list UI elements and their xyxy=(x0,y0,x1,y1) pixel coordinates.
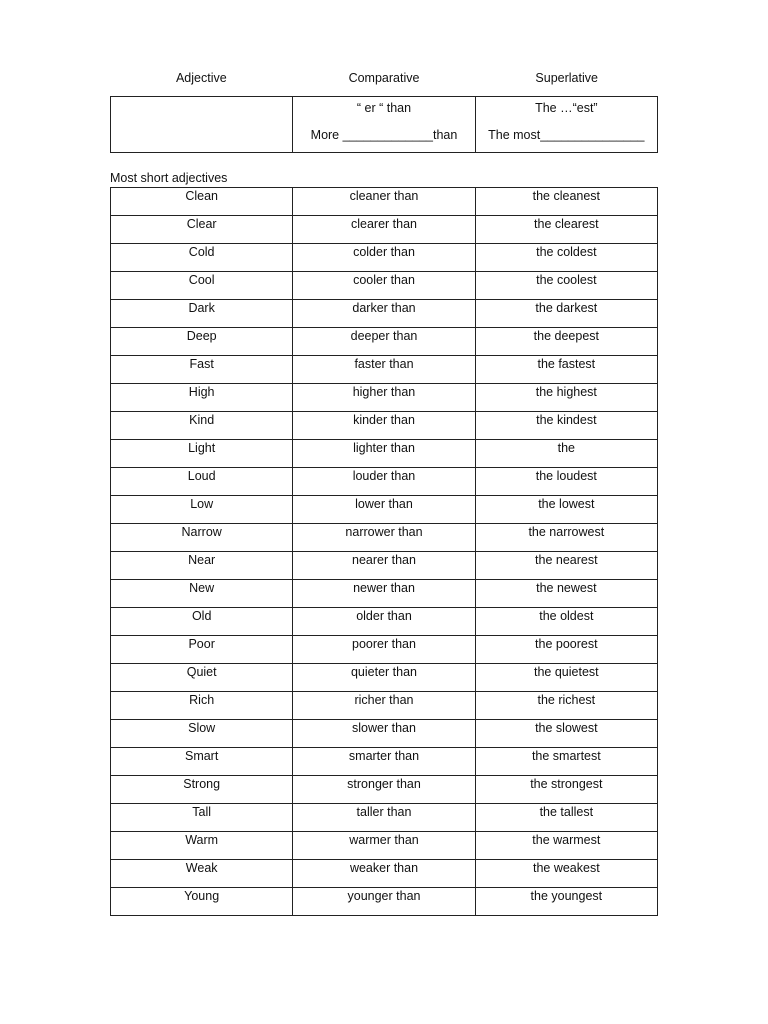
adjective-cell: High xyxy=(111,384,293,412)
superlative-cell: the slowest xyxy=(475,720,657,748)
superlative-cell: the deepest xyxy=(475,328,657,356)
superlative-cell: the coolest xyxy=(475,272,657,300)
superlative-cell: the youngest xyxy=(475,888,657,916)
comparative-cell: older than xyxy=(293,608,475,636)
adjective-cell: Clean xyxy=(111,188,293,216)
comparative-cell: slower than xyxy=(293,720,475,748)
comparative-cell: clearer than xyxy=(293,216,475,244)
formula-table xyxy=(110,96,658,153)
superlative-cell: the loudest xyxy=(475,468,657,496)
adjective-cell: Strong xyxy=(111,776,293,804)
comparative-cell: taller than xyxy=(293,804,475,832)
adjective-cell: Clear xyxy=(111,216,293,244)
comparative-cell: cleaner than xyxy=(293,188,475,216)
adjective-cell: Deep xyxy=(111,328,293,356)
comparative-cell: louder than xyxy=(293,468,475,496)
comparative-cell: poorer than xyxy=(293,636,475,664)
comparative-cell: narrower than xyxy=(293,524,475,552)
header-adjective: Adjective xyxy=(175,71,227,85)
table-row xyxy=(111,804,658,832)
adjectives-table xyxy=(110,187,658,916)
table-row xyxy=(111,692,658,720)
comparative-cell: smarter than xyxy=(293,748,475,776)
comparative-cell: higher than xyxy=(293,384,475,412)
superlative-cell: the lowest xyxy=(475,496,657,524)
table-row xyxy=(111,776,658,804)
comparative-rule-more: More _____________than xyxy=(310,128,458,142)
comparative-cell: darker than xyxy=(293,300,475,328)
comparative-cell: faster than xyxy=(293,356,475,384)
adjective-cell: Quiet xyxy=(111,664,293,692)
comparative-cell: warmer than xyxy=(293,832,475,860)
adjective-cell: Tall xyxy=(111,804,293,832)
adjective-cell: Kind xyxy=(111,412,293,440)
adjective-cell: Light xyxy=(111,440,293,468)
adjective-cell: Low xyxy=(111,496,293,524)
table-row xyxy=(111,272,658,300)
adjectives-table-body xyxy=(111,188,658,916)
table-row xyxy=(111,636,658,664)
comparative-cell: lighter than xyxy=(293,440,475,468)
formula-cell-adjective xyxy=(111,97,293,153)
table-row xyxy=(111,860,658,888)
header-comparative: Comparative xyxy=(348,71,420,85)
table-row xyxy=(111,664,658,692)
adjective-cell: Weak xyxy=(111,860,293,888)
formula-cell-superlative xyxy=(475,97,657,153)
superlative-cell: the clearest xyxy=(475,216,657,244)
comparative-cell: nearer than xyxy=(293,552,475,580)
superlative-cell: the nearest xyxy=(475,552,657,580)
superlative-cell: the poorest xyxy=(475,636,657,664)
comparative-cell: kinder than xyxy=(293,412,475,440)
comparative-cell: weaker than xyxy=(293,860,475,888)
adjective-cell: Old xyxy=(111,608,293,636)
adjective-cell: Rich xyxy=(111,692,293,720)
adjective-cell: Poor xyxy=(111,636,293,664)
adjective-cell: Smart xyxy=(111,748,293,776)
column-headers xyxy=(110,68,658,88)
comparative-cell: deeper than xyxy=(293,328,475,356)
table-row xyxy=(111,496,658,524)
adjective-cell: New xyxy=(111,580,293,608)
superlative-cell: the fastest xyxy=(475,356,657,384)
table-row xyxy=(111,580,658,608)
superlative-cell: the xyxy=(475,440,657,468)
comparative-cell: stronger than xyxy=(293,776,475,804)
adjective-cell: Cold xyxy=(111,244,293,272)
adjective-cell: Slow xyxy=(111,720,293,748)
table-row xyxy=(111,440,658,468)
formula-cell-comparative xyxy=(293,97,475,153)
table-row xyxy=(111,244,658,272)
superlative-cell: the tallest xyxy=(475,804,657,832)
superlative-cell: the coldest xyxy=(475,244,657,272)
adjective-cell: Loud xyxy=(111,468,293,496)
comparative-cell: quieter than xyxy=(293,664,475,692)
superlative-cell: the darkest xyxy=(475,300,657,328)
table-row xyxy=(111,888,658,916)
header-superlative: Superlative xyxy=(535,71,598,85)
table-row xyxy=(111,524,658,552)
table-row xyxy=(111,300,658,328)
comparative-rule-er: “ er “ than xyxy=(356,101,412,115)
table-row xyxy=(111,356,658,384)
superlative-cell: the oldest xyxy=(475,608,657,636)
formula-row xyxy=(111,97,658,153)
adjective-cell: Cool xyxy=(111,272,293,300)
superlative-cell: the warmest xyxy=(475,832,657,860)
adjective-cell: Young xyxy=(111,888,293,916)
table-row xyxy=(111,216,658,244)
adjective-cell: Near xyxy=(111,552,293,580)
table-row xyxy=(111,720,658,748)
table-row xyxy=(111,328,658,356)
table-row xyxy=(111,412,658,440)
comparative-cell: cooler than xyxy=(293,272,475,300)
superlative-cell: the smartest xyxy=(475,748,657,776)
table-row xyxy=(111,384,658,412)
adjective-cell: Narrow xyxy=(111,524,293,552)
table-row xyxy=(111,552,658,580)
superlative-cell: the highest xyxy=(475,384,657,412)
superlative-cell: the richest xyxy=(475,692,657,720)
comparative-cell: colder than xyxy=(293,244,475,272)
adjective-cell: Dark xyxy=(111,300,293,328)
superlative-cell: the strongest xyxy=(475,776,657,804)
table-row xyxy=(111,748,658,776)
comparative-cell: newer than xyxy=(293,580,475,608)
comparative-cell: richer than xyxy=(293,692,475,720)
adjective-cell: Warm xyxy=(111,832,293,860)
table-row xyxy=(111,608,658,636)
superlative-cell: the weakest xyxy=(475,860,657,888)
superlative-rule-most: The most_______________ xyxy=(488,128,645,142)
table-row xyxy=(111,468,658,496)
superlative-cell: the kindest xyxy=(475,412,657,440)
section-label: Most short adjectives xyxy=(110,171,228,185)
superlative-rule-est: The …“est” xyxy=(535,101,598,115)
comparative-cell: younger than xyxy=(293,888,475,916)
superlative-cell: the newest xyxy=(475,580,657,608)
superlative-cell: the quietest xyxy=(475,664,657,692)
superlative-cell: the cleanest xyxy=(475,188,657,216)
table-row xyxy=(111,188,658,216)
superlative-cell: the narrowest xyxy=(475,524,657,552)
adjective-cell: Fast xyxy=(111,356,293,384)
comparative-cell: lower than xyxy=(293,496,475,524)
table-row xyxy=(111,832,658,860)
